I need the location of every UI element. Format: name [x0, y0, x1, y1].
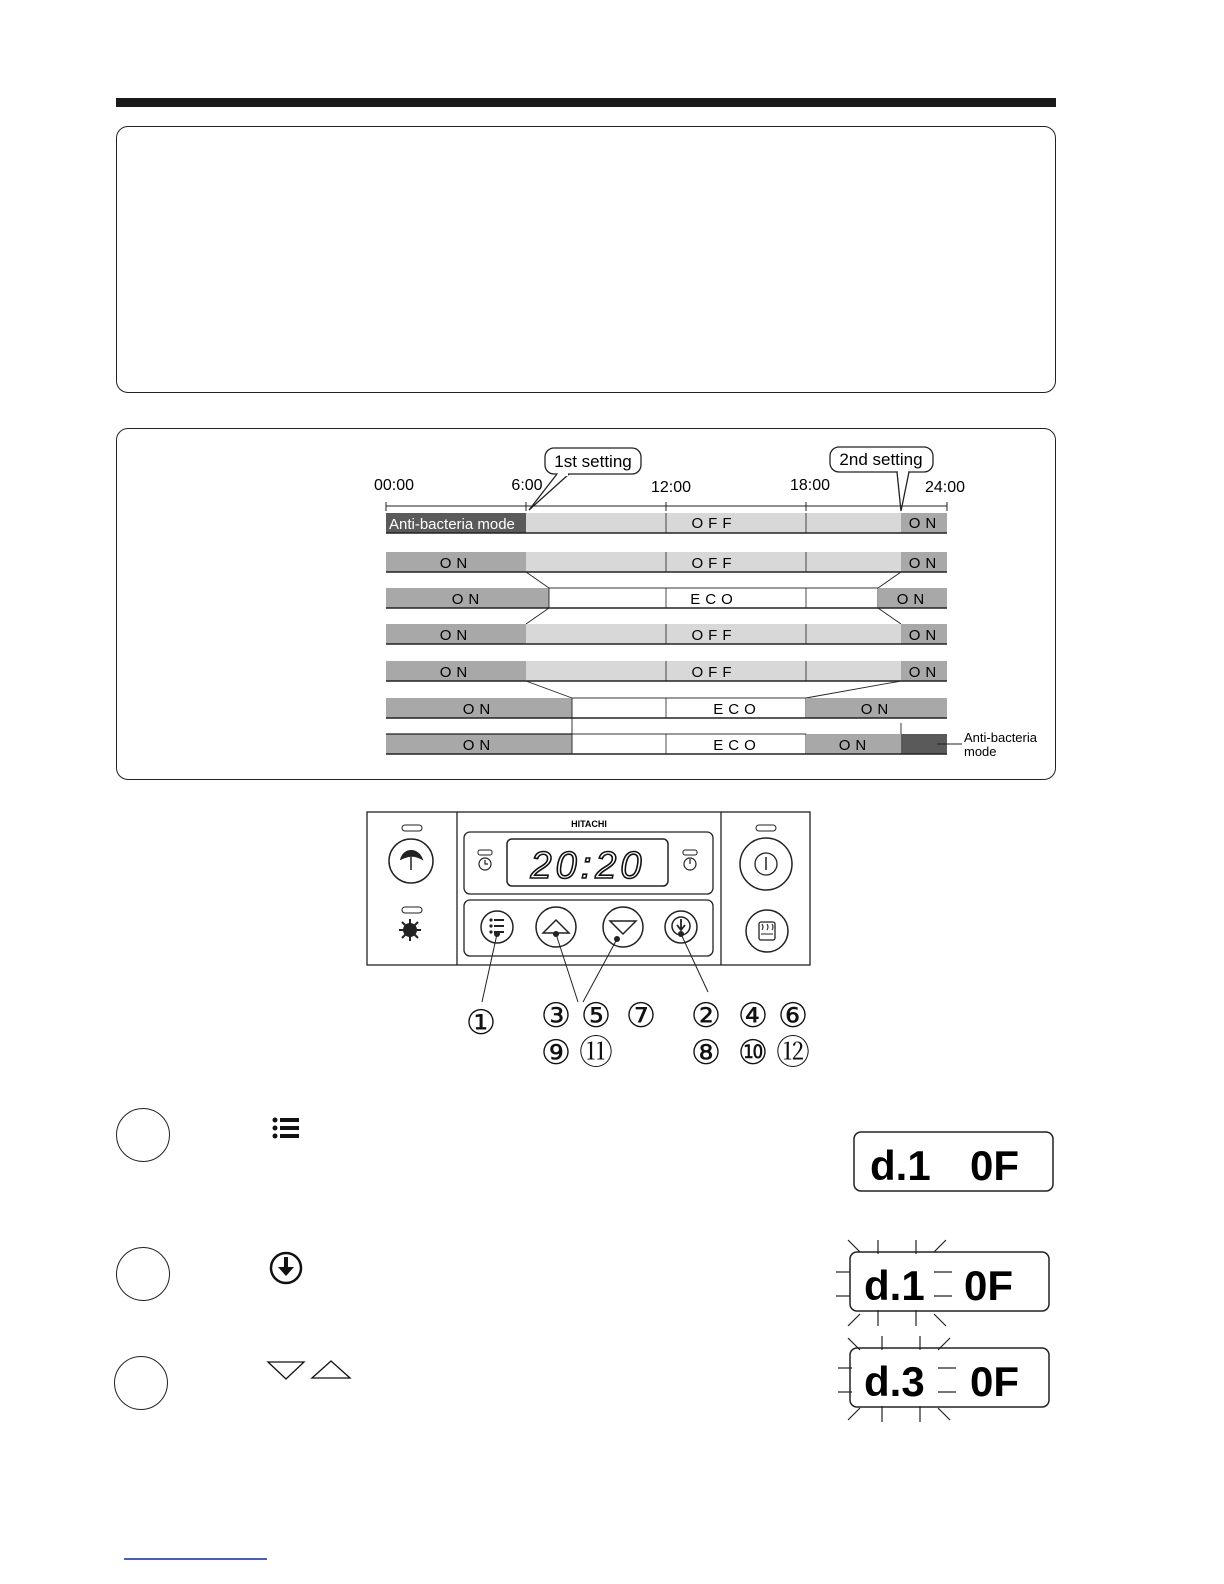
step-number-circle — [116, 1247, 170, 1301]
clock-display: 20:20 — [530, 845, 646, 887]
timeline-row — [386, 624, 947, 644]
svg-text:ON: ON — [451, 591, 485, 608]
svg-text:ON: ON — [439, 627, 473, 644]
description-box — [116, 126, 1056, 393]
step-number-circle — [114, 1356, 168, 1410]
step-1-display — [852, 1130, 1056, 1194]
display-right-text: 0F — [964, 1262, 1014, 1309]
display-left-text: d.1 — [870, 1142, 931, 1189]
time-label-2400: 24:00 — [924, 479, 966, 496]
timeline-row — [386, 698, 947, 718]
callout-number: ⑫ — [776, 1034, 810, 1072]
display-right-text: 0F — [970, 1358, 1020, 1405]
callout-number: ③ — [540, 997, 572, 1035]
timeline-row — [386, 552, 947, 572]
second-setting-callout — [830, 447, 933, 511]
up-button[interactable] — [536, 907, 576, 947]
svg-text:ON: ON — [908, 627, 942, 644]
first-setting-callout — [529, 448, 641, 510]
callout-number: ② — [690, 997, 722, 1035]
callout-number: ④ — [737, 997, 769, 1035]
callout-number: ⑨ — [540, 1034, 572, 1072]
svg-text:ON: ON — [908, 664, 942, 681]
anti-bacteria-mode-label: Anti-bacteria mode — [389, 516, 515, 533]
timeline-chart — [117, 429, 1055, 779]
power-button[interactable] — [740, 838, 792, 890]
callout-number: ① — [465, 1004, 497, 1042]
anti-bacteria-side-label-2: mode — [964, 744, 997, 759]
display-right-text: 0F — [970, 1142, 1020, 1189]
header-rule — [116, 98, 1056, 107]
list-icon — [270, 1116, 302, 1142]
heater-button[interactable] — [746, 910, 788, 952]
svg-text:ON: ON — [896, 591, 930, 608]
time-label-1800: 18:00 — [789, 477, 831, 494]
svg-text:ECO: ECO — [690, 591, 738, 608]
svg-text:ON: ON — [439, 664, 473, 681]
timeline-box — [116, 428, 1056, 780]
time-label-1200: 12:00 — [650, 479, 692, 496]
svg-text:ECO: ECO — [713, 701, 761, 718]
callout-number: ⑧ — [690, 1034, 722, 1072]
svg-text:OFF: OFF — [691, 627, 737, 644]
down-button[interactable] — [603, 907, 643, 947]
bacteria-icon — [399, 919, 421, 941]
svg-text:ON: ON — [838, 737, 872, 754]
svg-text:ON: ON — [462, 701, 496, 718]
svg-text:ON: ON — [908, 555, 942, 572]
svg-text:ON: ON — [908, 515, 942, 532]
eco-button[interactable] — [389, 839, 433, 883]
display-left-text: d.1 — [864, 1262, 925, 1309]
callout-number: ⑦ — [625, 997, 657, 1035]
callout-number: ⑩ — [737, 1034, 769, 1072]
time-label-0000: 00:00 — [373, 477, 415, 494]
svg-text:OFF: OFF — [691, 664, 737, 681]
callout-number: ⑪ — [579, 1034, 613, 1072]
step-number-circle — [116, 1108, 170, 1162]
step-2-display — [834, 1236, 1056, 1332]
display-left-text: d.3 — [864, 1358, 925, 1405]
menu-button[interactable] — [481, 911, 513, 943]
timeline-row — [386, 588, 947, 608]
svg-text:OFF: OFF — [691, 515, 737, 532]
svg-text:ECO: ECO — [713, 737, 761, 754]
svg-text:OFF: OFF — [691, 555, 737, 572]
svg-text:ON: ON — [462, 737, 496, 754]
anti-bacteria-side-label-1: Anti-bacteria — [964, 730, 1037, 745]
set-arrow-icon — [268, 1250, 304, 1286]
first-setting-label: 1st setting — [554, 452, 632, 471]
footer-link-rule[interactable] — [124, 1558, 267, 1560]
timeline-row — [386, 513, 947, 533]
control-panel-diagram — [360, 806, 830, 1076]
time-label-0600: 6:00 — [511, 477, 543, 494]
callout-number: ⑤ — [580, 997, 612, 1035]
set-button[interactable] — [665, 911, 697, 943]
callout-number: ⑥ — [777, 997, 809, 1035]
timeline-row — [386, 661, 947, 681]
second-setting-label: 2nd setting — [839, 450, 923, 469]
brand-label: HITACHI — [571, 819, 607, 829]
svg-text:ON: ON — [860, 701, 894, 718]
down-up-arrows-icon — [264, 1358, 354, 1382]
svg-text:ON: ON — [439, 555, 473, 572]
step-3-display — [834, 1332, 1056, 1428]
timeline-row — [386, 734, 947, 754]
